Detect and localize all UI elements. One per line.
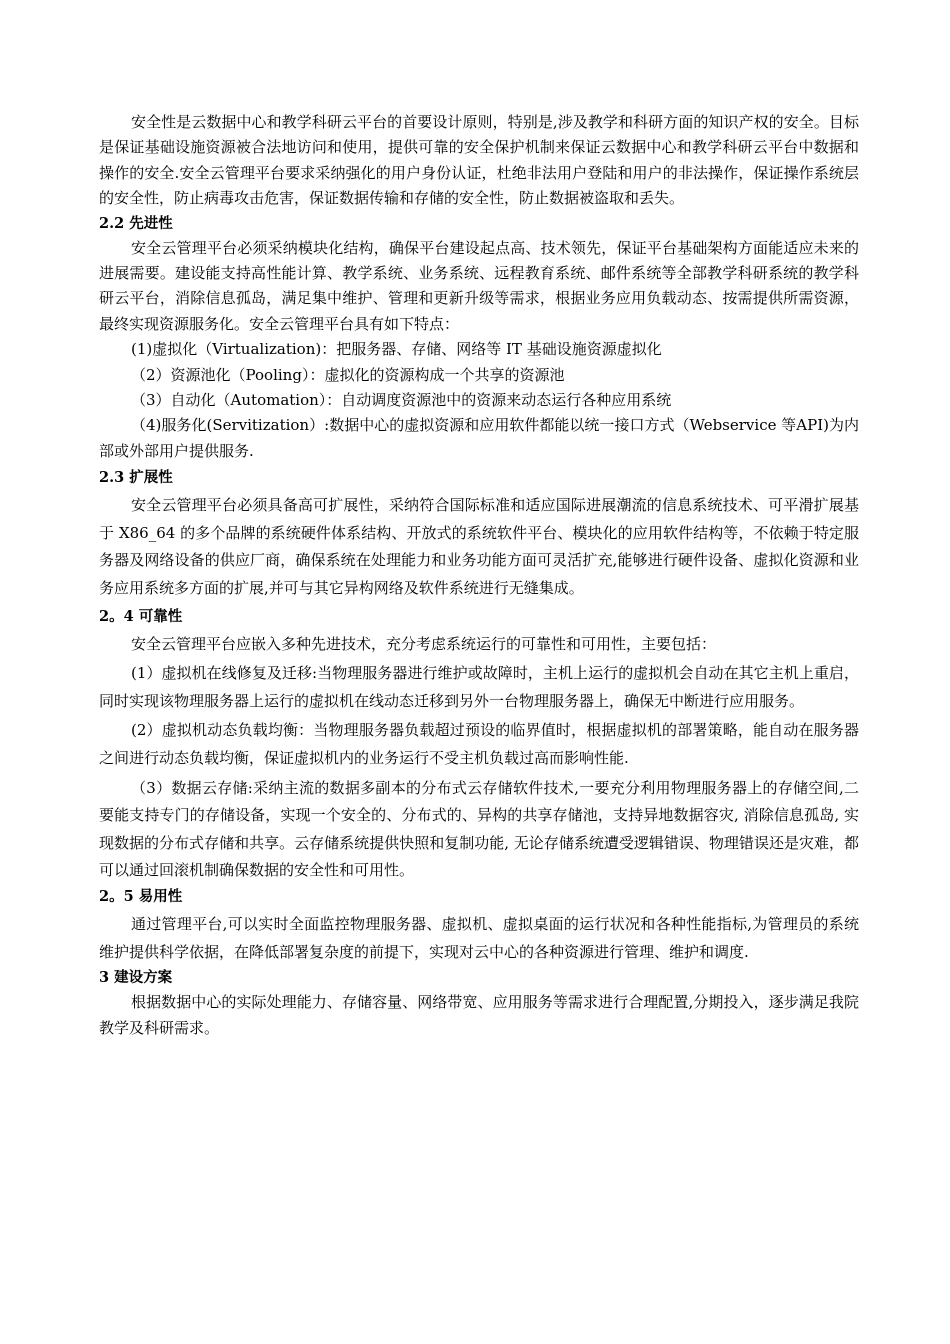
paragraph-3: 根据数据中心的实际处理能力、存储容量、网络带宽、应用服务等需求进行合理配置,分期投入，逐步满足我院教学及科研需求。 <box>99 993 859 1037</box>
list-item: (1）虚拟机在线修复及迁移:当物理服务器进行维护或故障时，主机上运行的虚拟机会自动在其它主机上重启，同时实现该物理服务器上运行的虚拟机在线动态迁移到另外一台物理服务器上，确保无中断进行应用服务。 <box>99 664 859 710</box>
paragraph-2-3: 安全云管理平台必须具备高可扩展性，采纳符合国际标准和适应国际进展潮流的信息系统技术、可平滑扩展基于 X86_64 的多个品牌的系统硬件体系结构、开放式的系统软件平台、模块化的应用软件结构等，不依赖于特定服务器及网络设备的供应厂商，确保系统在处理能力和业务功能方面可灵活扩充,能够进行硬件设备、虚拟化资源和业务应用系统多方面的扩展,并可与其它异构网络及软件系统进行无缝集成。 <box>99 496 859 598</box>
document-page <box>99 110 859 1041</box>
heading-2-3: 2.3 扩展性 <box>99 469 173 487</box>
list-item: （2）资源池化（Pooling）：虚拟化的资源构成一个共享的资源池 <box>131 365 565 384</box>
paragraph-2-2: 安全云管理平台必须采纳模块化结构，确保平台建设起点高、技术领先，保证平台基础架构方面能适应未来的进展需要。建设能支持高性能计算、教学系统、业务系统、远程教育系统、邮件系统等全部教学科研系统的教学科研云平台，消除信息孤岛，满足集中维护、管理和更新升级等需求，根据业务应用负载动态、按需提供所需资源，最终实现资源服务化。安全云管理平台具有如下特点： <box>99 238 859 333</box>
heading-2-2: 2.2 先进性 <box>99 214 173 232</box>
heading-2-4: 2。4 可靠性 <box>99 607 183 625</box>
heading-3: 3 建设方案 <box>99 969 173 987</box>
intro-paragraph: 安全性是云数据中心和教学科研云平台的首要设计原则，特别是,涉及教学和科研方面的知识产权的安全。目标是保证基础设施资源被合法地访问和使用，提供可靠的安全保护机制来保证云数据中心和教学科研云平台中数据和操作的安全.安全云管理平台要求采纳强化的用户身份认证，杜绝非法用户登陆和用户的非法操作，保证操作系统层的安全性，防止病毒攻击危害，保证数据传输和存储的安全性，防止数据被盗取和丢失。 <box>99 113 859 208</box>
list-item: （4)服务化(Servitization）:数据中心的虚拟资源和应用软件都能以统一接口方式（Webservice 等API)为内部或外部用户提供服务. <box>99 416 859 460</box>
list-item: (2）虚拟机动态负载均衡：当物理服务器负载超过预设的临界值时，根据虚拟机的部署策略，能自动在服务器之间进行动态负载均衡，保证虚拟机内的业务运行不受主机负载过高而影响性能. <box>99 721 859 768</box>
list-item: （3）数据云存储:采纳主流的数据多副本的分布式云存储软件技术,一要充分利用物理服务器上的存储空间,二要能支持专门的存储设备，实现一个安全的、分布式的、异构的共享存储池，支持异地数据容灾, 消除信息孤岛, 实现数据的分布式存储和共享。云存储系统提供快照和复制功能, 无论存储系统遭受逻辑错误、物理错误还是灾难，都可以通过回滚机制确保数据的安全性和可用性。 <box>99 778 859 880</box>
list-item: (1)虚拟化（Virtualization)：把服务器、存储、网络等 IT 基础设施资源虚拟化 <box>131 340 662 359</box>
paragraph-2-4: 安全云管理平台应嵌入多种先进技术，充分考虑系统运行的可靠性和可用性，主要包括： <box>131 634 717 653</box>
list-item: （3）自动化（Automation）：自动调度资源池中的资源来动态运行各种应用系统 <box>131 391 672 410</box>
paragraph-2-5: 通过管理平台,可以实时全面监控物理服务器、虚拟机、虚拟桌面的运行状况和各种性能指标,为管理员的系统维护提供科学依据，在降低部署复杂度的前提下，实现对云中心的各种资源进行管理、维护和调度. <box>99 915 859 961</box>
heading-2-5: 2。5 易用性 <box>99 888 183 905</box>
